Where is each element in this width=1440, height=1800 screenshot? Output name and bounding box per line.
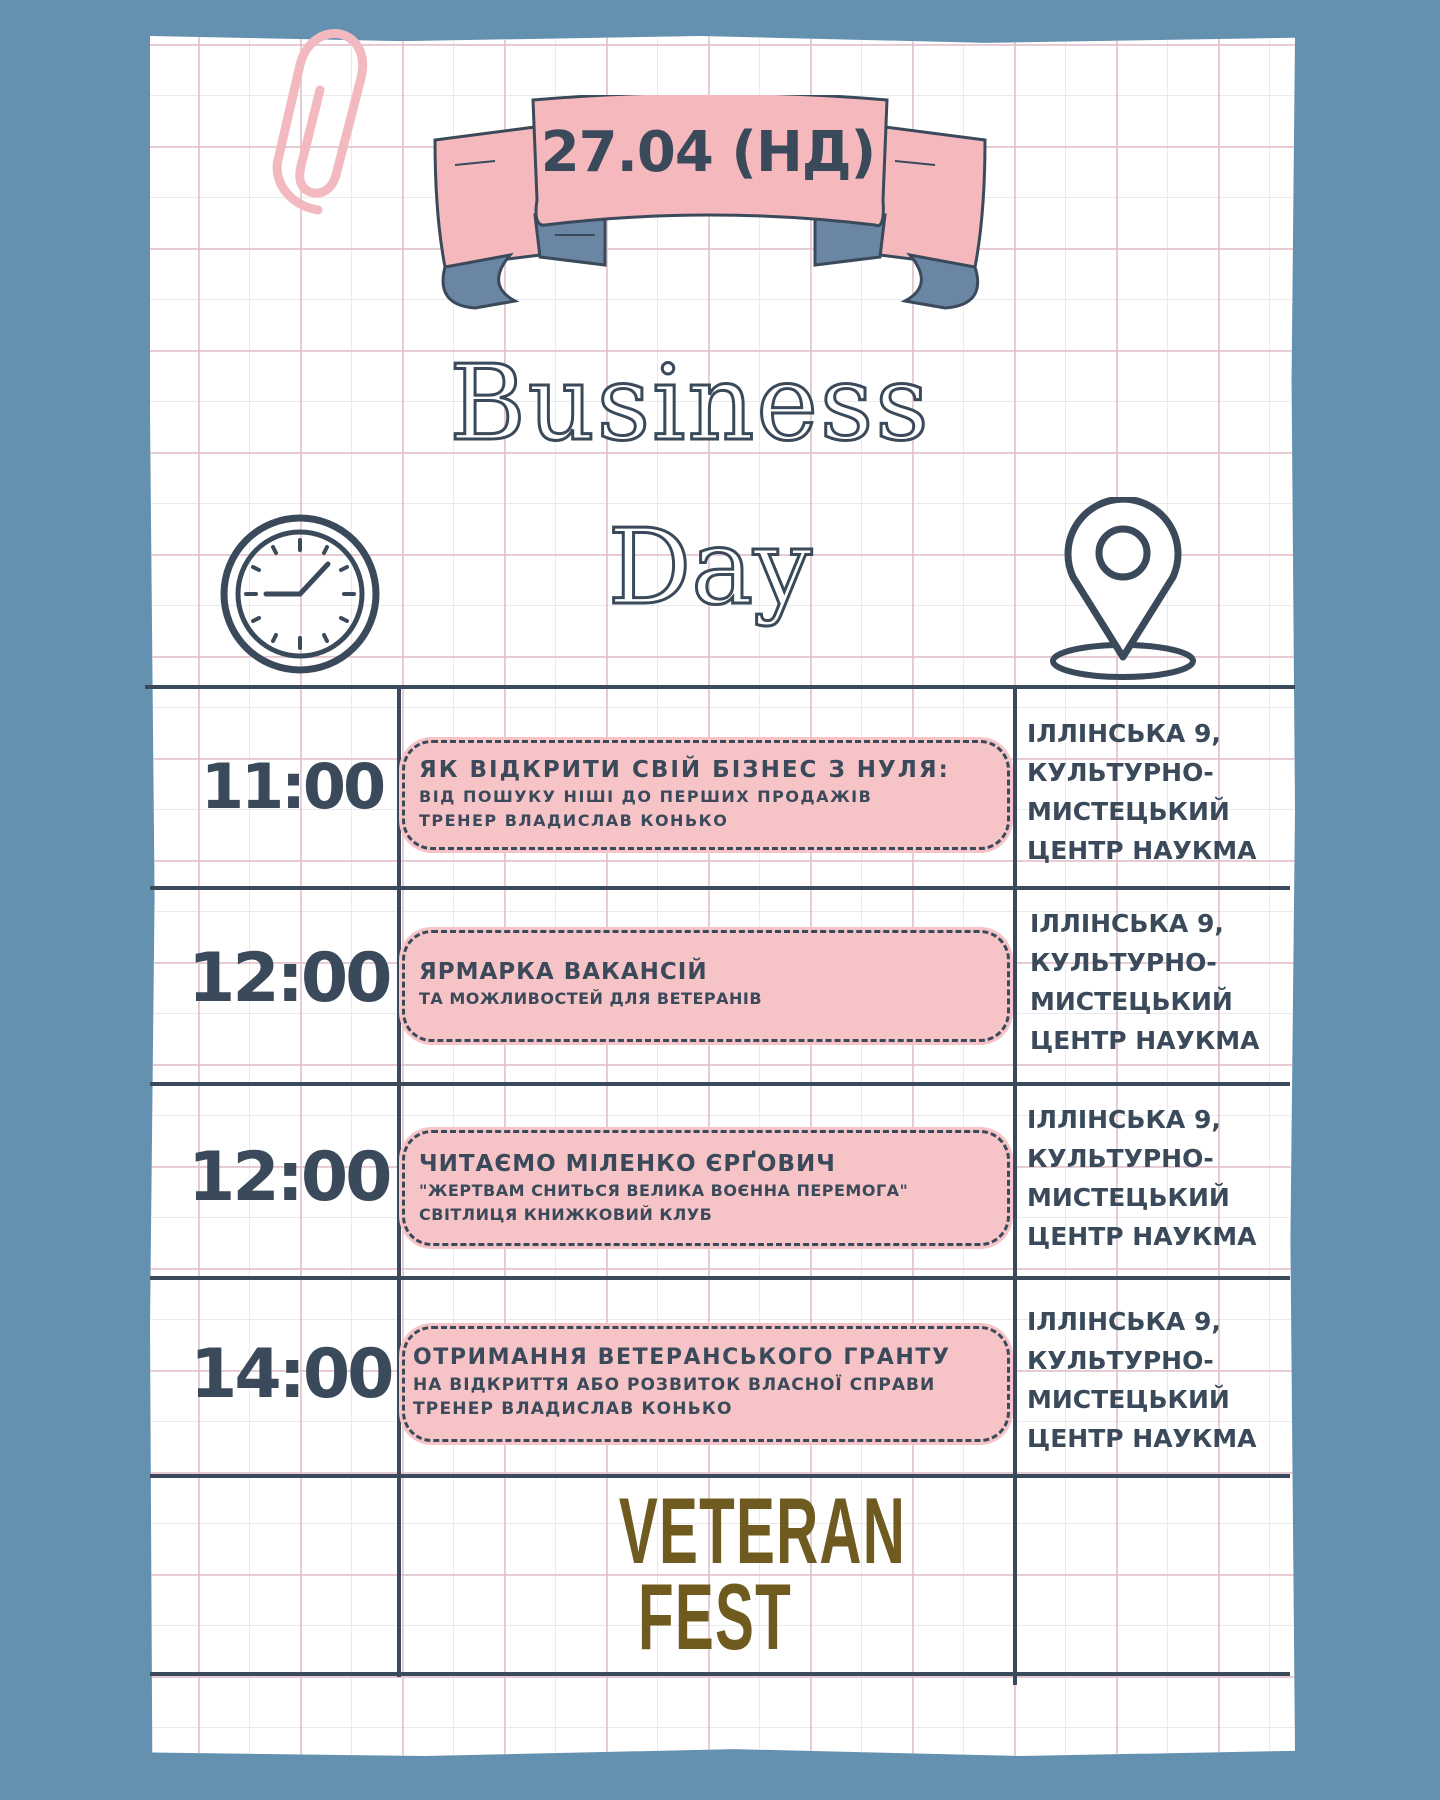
location-line: МИСТЕЦЬКИЙ [1027,1183,1230,1212]
location-line: КУЛЬТУРНО- [1027,1144,1214,1173]
time-slot: 12:00 [188,939,390,1018]
event-date: 27.04 (НД) [540,120,876,185]
event-card [402,930,1010,1042]
event-location [1027,714,1267,870]
location-line: ЦЕНТР НАУКМА [1030,1026,1260,1055]
logo-line: FEST [638,1564,792,1669]
event-card [402,1326,1010,1442]
clock-icon [218,512,382,676]
paperclip-icon [258,10,378,225]
event-description: НА ВІДКРИТТЯ АБО РОЗВИТОК ВЛАСНОЇ СПРАВИ [413,1375,936,1395]
event-location [1030,904,1270,1060]
event-description: ТА МОЖЛИВОСТЕЙ ДЛЯ ВЕТЕРАНІВ [419,989,763,1008]
event-description: ТРЕНЕР ВЛАДИСЛАВ КОНЬКО [413,1399,733,1419]
location-line: ЦЕНТР НАУКМА [1027,1222,1257,1251]
table-rule [150,1276,1290,1280]
event-description: "ЖЕРТВАМ СНИТЬСЯ ВЕЛИКА ВОЄННА ПЕРЕМОГА" [419,1181,909,1200]
location-line: ЦЕНТР НАУКМА [1027,1424,1257,1453]
table-rule [1013,687,1017,1685]
time-slot: 12:00 [188,1138,390,1217]
page-title-day: Day [607,506,813,628]
location-line: МИСТЕЦЬКИЙ [1027,797,1230,826]
location-line: ІЛЛІНСЬКА 9, [1027,719,1221,748]
time-slot: 14:00 [190,1335,392,1414]
location-line: КУЛЬТУРНО- [1027,1346,1214,1375]
table-rule [150,1672,1290,1676]
table-rule [150,1082,1290,1086]
location-line: МИСТЕЦЬКИЙ [1030,987,1233,1016]
event-location [1027,1302,1267,1458]
location-line: КУЛЬТУРНО- [1027,758,1214,787]
event-location [1027,1100,1267,1256]
logo-line: VETERAN [618,1478,907,1583]
table-rule [397,687,401,1677]
event-description: ТРЕНЕР ВЛАДИСЛАВ КОНЬКО [419,811,729,830]
page-title-business: Business [449,342,931,464]
veteran-fest-logo [618,1478,907,1669]
location-line: ІЛЛІНСЬКА 9, [1027,1307,1221,1336]
event-title: ЧИТАЄМО МІЛЕНКО ЄРҐОВИЧ [419,1151,836,1177]
event-title: ЯРМАРКА ВАКАНСІЙ [419,959,708,985]
time-slot: 11:00 [200,750,384,823]
location-pin-icon [1045,497,1245,685]
table-rule [145,685,1295,689]
location-line: ЦЕНТР НАУКМА [1027,836,1257,865]
table-rule [150,886,1290,890]
location-line: МИСТЕЦЬКИЙ [1027,1385,1230,1414]
location-line: КУЛЬТУРНО- [1030,948,1217,977]
event-description: СВІТЛИЦЯ КНИЖКОВИЙ КЛУБ [419,1205,713,1224]
event-card [402,1130,1010,1246]
event-card [402,740,1010,850]
event-title: ЯК ВІДКРИТИ СВІЙ БІЗНЕС З НУЛЯ: [419,757,950,783]
event-title: ОТРИМАННЯ ВЕТЕРАНСЬКОГО ГРАНТУ [413,1345,951,1370]
location-line: ІЛЛІНСЬКА 9, [1030,909,1224,938]
location-line: ІЛЛІНСЬКА 9, [1027,1105,1221,1134]
event-description: ВІД ПОШУКУ НІШІ ДО ПЕРШИХ ПРОДАЖІВ [419,787,873,806]
